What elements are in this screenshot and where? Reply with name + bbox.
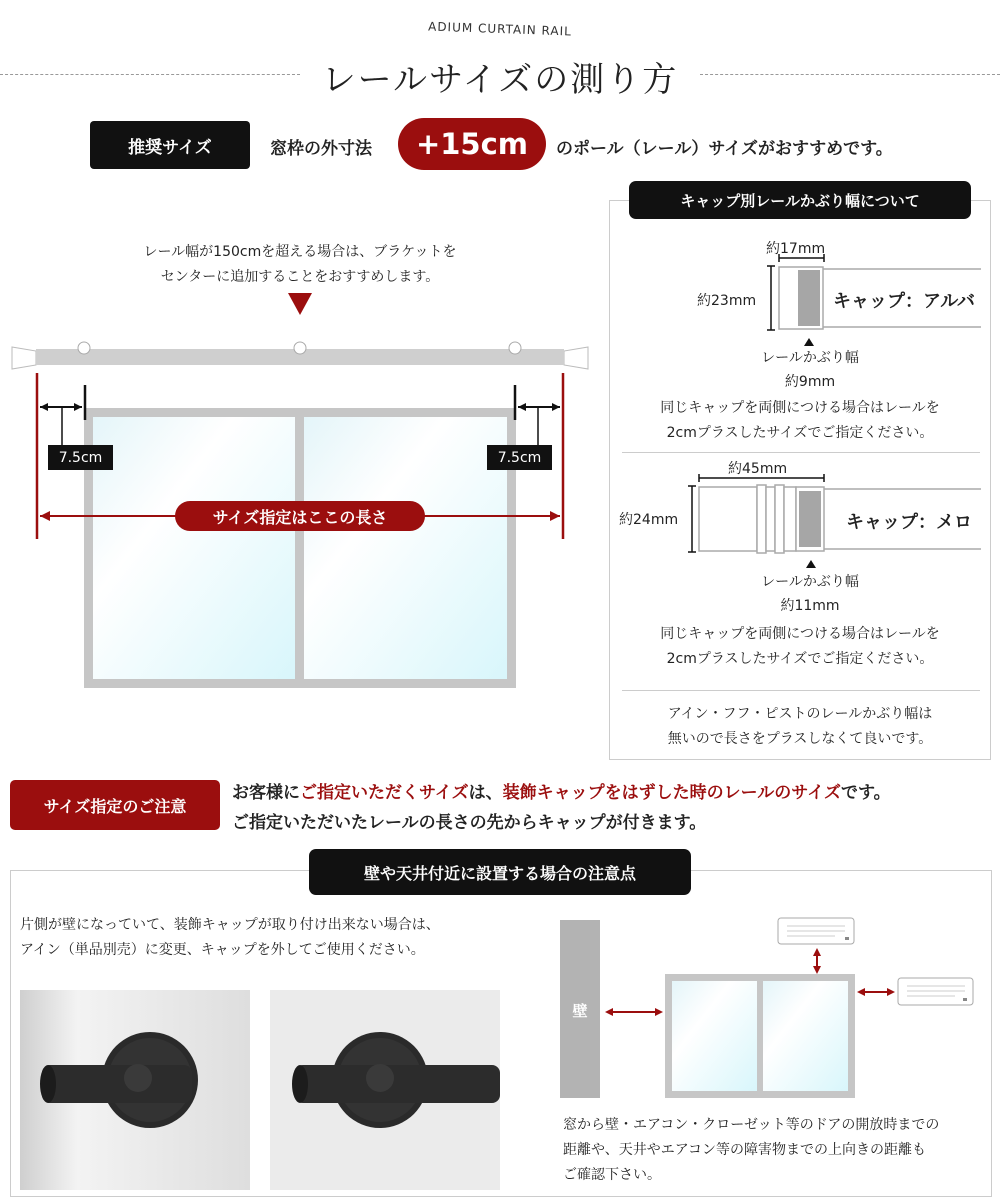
rail-window-diagram <box>0 285 600 705</box>
caps-header: キャップ別レールかぶり幅について <box>629 181 971 219</box>
wall-text-line1: 片側が壁になっていて、装飾キャップが取り付け出来ない場合は、 <box>20 917 440 933</box>
photo-wall-right <box>270 990 500 1190</box>
wall-header: 壁や天井付近に設置する場合の注意点 <box>309 849 691 895</box>
recommend-text-before: 窓枠の外寸法 <box>270 139 372 159</box>
caps-divider-1 <box>622 452 980 453</box>
alba-pointer-icon <box>804 338 814 346</box>
recommend-badge: 推奨サイズ <box>90 121 250 169</box>
melo-note-line2: 2cmプラスしたサイズでご指定ください。 <box>666 651 934 667</box>
caps-divider-2 <box>622 690 980 691</box>
melo-name: キャップ：メロ <box>846 512 972 533</box>
melo-note-line1: 同じキャップを両側につける場合はレールを <box>660 626 940 642</box>
alba-cover-label: レールかぶり幅 <box>761 350 859 366</box>
melo-pointer-icon <box>806 560 816 568</box>
alba-name: キャップ：アルバ <box>833 291 976 312</box>
alba-height: 約23mm <box>697 293 757 309</box>
offset-right-label: 7.5cm <box>487 445 552 470</box>
caution-badge: サイズ指定のご注意 <box>10 780 220 830</box>
rail-cap-left <box>12 347 36 369</box>
offset-left-label: 7.5cm <box>48 445 113 470</box>
caution-line1: お客様にご指定いただくサイズは、装飾キャップをはずした時のレールのサイズです。 <box>232 783 891 803</box>
caution-line2: ご指定いただいたレールの長さの先からキャップが付きます。 <box>232 813 707 833</box>
window-pane-left <box>93 417 295 679</box>
alba-cover-value: 約9mm <box>784 374 836 390</box>
wall-label: 壁 <box>572 1002 588 1020</box>
bracket-right <box>509 342 521 354</box>
wall-note-line3: ご確認下さい。 <box>563 1167 661 1183</box>
arrow-left-icon <box>40 511 50 521</box>
arrow-right-icon <box>550 511 560 521</box>
alba-width: 約17mm <box>766 241 826 257</box>
caution-text <box>232 778 891 838</box>
page-title: レールサイズの測り方 <box>321 60 679 100</box>
recommend-text-after: のポール（レール）サイズがおすすめです。 <box>556 139 893 159</box>
recommend-plus-badge: +15cm <box>398 118 546 170</box>
clearance-diagram <box>555 910 985 1105</box>
wall-note-line1: 窓から壁・エアコン・クローゼット等のドアの開放時までの <box>563 1117 940 1133</box>
bracket-left <box>78 342 90 354</box>
wall-text-line2: アイン（単品別売）に変更、キャップを外してご使用ください。 <box>20 942 425 958</box>
rail-cap-right <box>564 347 588 369</box>
alba-note-line2: 2cmプラスしたサイズでご指定ください。 <box>666 425 934 441</box>
photo-wall-left <box>20 990 250 1190</box>
wall-note-line2: 距離や、天井やエアコン等の障害物までの上向きの距離も <box>563 1142 927 1158</box>
melo-cover-value: 約11mm <box>780 598 840 614</box>
caps-footer-line1: アイン・フフ・ピストのレールかぶり幅は <box>667 706 933 722</box>
melo-cover-label: レールかぶり幅 <box>761 574 859 590</box>
bracket-center <box>294 342 306 354</box>
bracket-note-line2: センターに追加することをおすすめします。 <box>160 269 440 285</box>
down-arrow-icon <box>288 293 312 315</box>
bracket-note-line1: レール幅が150cmを超える場合は、ブラケットを <box>143 244 457 260</box>
brand-label: ADIUM CURTAIN RAIL <box>427 19 573 39</box>
melo-height: 約24mm <box>619 512 679 528</box>
size-label-badge: サイズ指定はここの長さ <box>175 501 425 531</box>
window-pane-right <box>304 417 507 679</box>
caps-footer-line2: 無いので長さをプラスしなくて良いです。 <box>667 731 933 747</box>
bracket-note <box>100 240 500 290</box>
melo-width: 約45mm <box>728 461 788 477</box>
alba-note-line1: 同じキャップを両側につける場合はレールを <box>660 400 940 416</box>
